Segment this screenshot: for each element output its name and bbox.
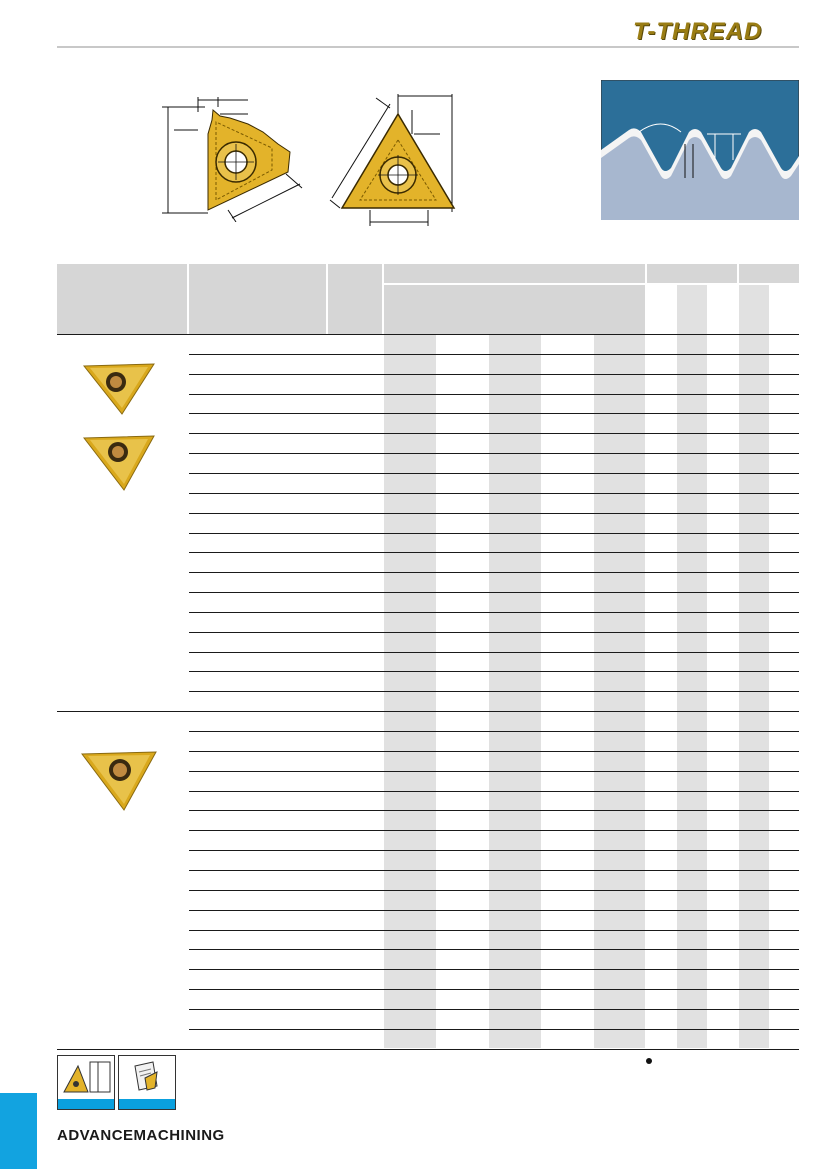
- header-cell: [647, 264, 737, 283]
- row-line: [189, 989, 799, 990]
- row-line: [189, 493, 799, 494]
- row-line: [189, 413, 799, 414]
- row-line: [189, 612, 799, 613]
- row-line: [189, 969, 799, 970]
- row-line: [57, 711, 799, 712]
- row-line: [189, 552, 799, 553]
- row-line: [189, 592, 799, 593]
- header-cell: [739, 264, 799, 283]
- insert-diagram-icon: [160, 92, 310, 222]
- row-line: [189, 354, 799, 355]
- row-line: [189, 632, 799, 633]
- row-line: [189, 890, 799, 891]
- row-line: [189, 533, 799, 534]
- thread-profile-icon: [601, 80, 799, 220]
- row-line: [189, 949, 799, 950]
- header-shade: [677, 285, 707, 334]
- row-line: [189, 930, 799, 931]
- top-rule: [57, 46, 799, 48]
- footer-logo: ADVANCEMACHINING: [57, 1127, 225, 1144]
- header-cell: [384, 285, 645, 334]
- brand-logo: T-THREAD: [633, 18, 763, 45]
- row-line: [189, 652, 799, 653]
- row-line: [189, 453, 799, 454]
- row-line: [189, 513, 799, 514]
- insert-photo-icon: [78, 748, 160, 814]
- row-line: [189, 751, 799, 752]
- row-line: [189, 1029, 799, 1030]
- header-cell: [384, 264, 645, 283]
- row-line: [189, 731, 799, 732]
- row-line: [189, 671, 799, 672]
- row-line: [189, 910, 799, 911]
- bullet-icon: [646, 1058, 652, 1064]
- row-line: [189, 473, 799, 474]
- insert-photo-icon: [78, 358, 158, 418]
- section-tab: [0, 1093, 37, 1169]
- row-line: [189, 374, 799, 375]
- row-line: [189, 691, 799, 692]
- row-line: [57, 334, 799, 335]
- row-line: [189, 791, 799, 792]
- row-line: [189, 1009, 799, 1010]
- header-cell: [57, 264, 187, 334]
- catalog-icon[interactable]: [118, 1055, 176, 1110]
- row-line: [189, 394, 799, 395]
- triangle-insert-diagram-icon: [328, 88, 458, 228]
- row-line: [189, 433, 799, 434]
- row-line: [189, 870, 799, 871]
- row-line: [57, 1049, 799, 1050]
- row-line: [189, 572, 799, 573]
- row-line: [189, 850, 799, 851]
- header-cell: [328, 264, 382, 334]
- row-line: [189, 771, 799, 772]
- row-line: [189, 810, 799, 811]
- insert-photo-icon: [78, 432, 158, 494]
- header-shade: [739, 285, 769, 334]
- holder-icon[interactable]: [57, 1055, 115, 1110]
- header-cell: [189, 264, 326, 334]
- row-line: [189, 830, 799, 831]
